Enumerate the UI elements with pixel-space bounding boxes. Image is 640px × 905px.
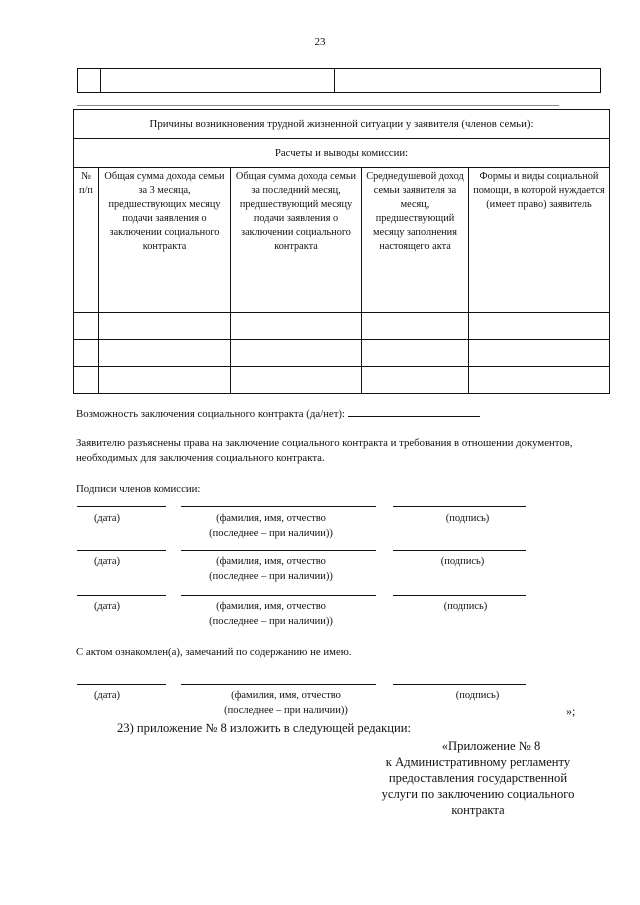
signature-line <box>393 595 526 596</box>
col-header-lastmonth: Общая сумма дохода семьи за последний месяц, предшествующий месяцу подачи заявления о заключении социального контракта <box>231 168 362 313</box>
date-label: (дата) <box>93 601 121 612</box>
amendment-text: 23) приложение № 8 изложить в следующей редакции: <box>117 721 411 735</box>
table-row <box>74 367 610 394</box>
acquainted-text: С актом ознакомлен(а), замечаний по содержанию не имею. <box>76 646 352 658</box>
possibility-label: Возможность заключения социального контракта (да/нет): <box>76 408 346 420</box>
date-line <box>77 595 166 596</box>
date-line <box>77 684 166 685</box>
appendix-header: «Приложение № 8 к Административному регламенту предоставления государственной услуги по заключению социального контракта <box>381 739 575 817</box>
closing-quote: »; <box>566 704 576 718</box>
name-line <box>181 506 376 507</box>
signature-label: (подпись) <box>443 601 488 612</box>
name-label: (фамилия, имя, отчество (последнее – при наличии)) <box>224 690 348 716</box>
col-header-percapita: Среднедушевой доход семьи заявителя за месяц, предшествующий месяцу заполнения настоящего акта <box>362 168 469 313</box>
date-label: (дата) <box>93 513 121 524</box>
col-header-number: № п/п <box>74 168 99 313</box>
col-header-forms: Формы и виды социальной помощи, в которой нуждается (имеет право) заявитель <box>469 168 610 313</box>
calc-title: Расчеты и выводы комиссии: <box>74 139 610 168</box>
date-line <box>77 550 166 551</box>
date-label: (дата) <box>93 556 121 567</box>
date-line <box>77 506 166 507</box>
commission-table <box>73 109 610 394</box>
name-line <box>181 595 376 596</box>
reasons-title: Причины возникновения трудной жизненной ситуации у заявителя (членов семьи): <box>74 110 610 139</box>
name-label: (фамилия, имя, отчество (последнее – при наличии)) <box>209 513 333 539</box>
name-line <box>181 550 376 551</box>
name-line <box>181 684 376 685</box>
separator-line <box>77 105 559 106</box>
explained-paragraph: Заявителю разъяснены права на заключение социального контракта и требования в отношении документов, необходимых для заключения социального контракта. <box>76 437 573 464</box>
col-header-3month: Общая сумма дохода семьи за 3 месяца, предшествующих месяцу подачи заявления о заключении социального контракта <box>99 168 231 313</box>
possibility-blank <box>348 406 480 417</box>
signature-label: (подпись) <box>445 513 490 524</box>
previous-table-fragment <box>77 68 601 93</box>
possibility-line <box>76 406 480 422</box>
table-row <box>74 313 610 340</box>
date-label: (дата) <box>93 690 121 701</box>
name-label: (фамилия, имя, отчество (последнее – при наличии)) <box>209 556 333 582</box>
signatures-title: Подписи членов комиссии: <box>76 483 201 495</box>
signature-line <box>393 550 526 551</box>
signature-line <box>393 684 526 685</box>
signature-label: (подпись) <box>440 556 485 567</box>
page-number: 23 <box>314 36 326 48</box>
table-row <box>74 340 610 367</box>
signature-line <box>393 506 526 507</box>
signature-label: (подпись) <box>455 690 500 701</box>
name-label: (фамилия, имя, отчество (последнее – при наличии)) <box>209 601 333 627</box>
